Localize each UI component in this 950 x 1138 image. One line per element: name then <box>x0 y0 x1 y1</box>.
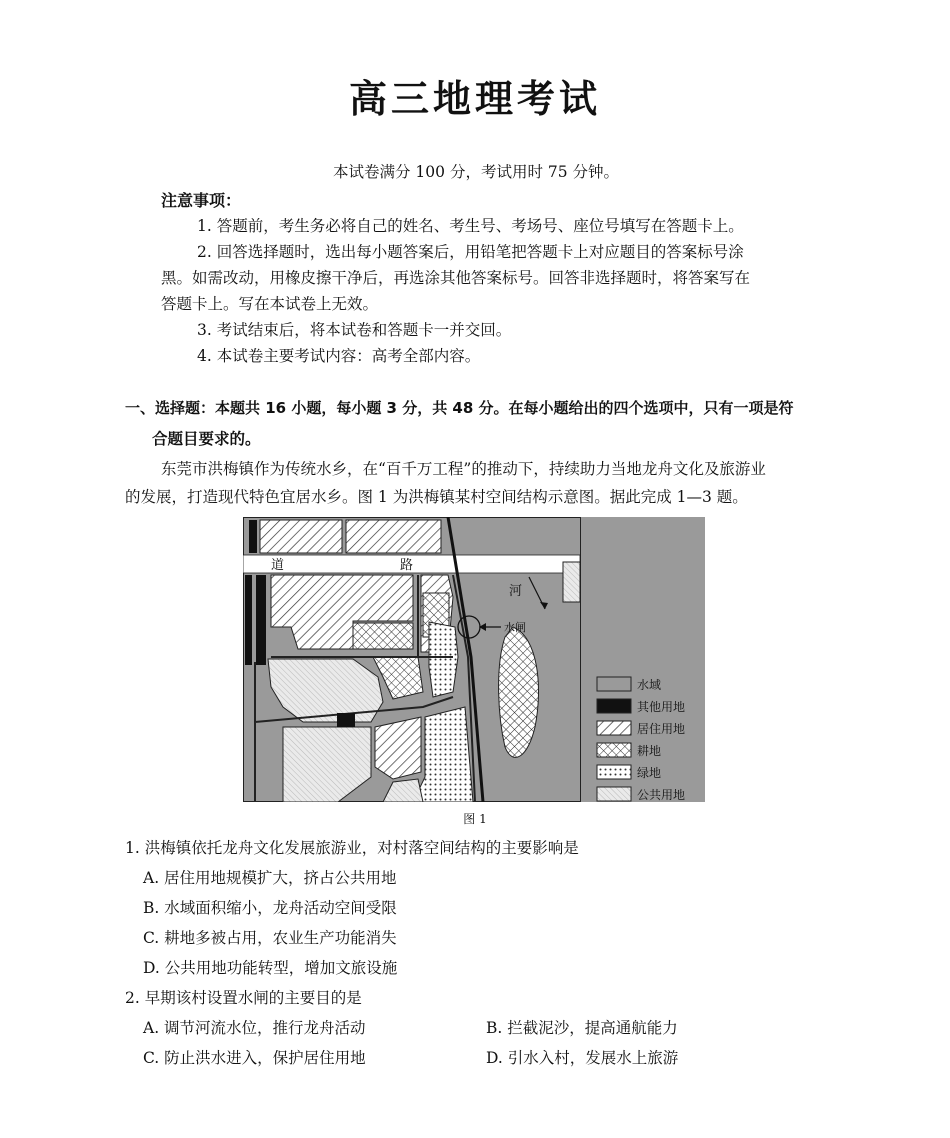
river-label: 河 <box>509 584 523 599</box>
passage-text: 的发展，打造现代特色宜居水乡。图 1 为洪梅镇某村空间结构示意图。据此完成 1—3 题。 <box>125 488 748 506</box>
question-option: C. 耕地多被占用，农业生产功能消失 <box>143 929 397 947</box>
legend-label: 耕地 <box>637 744 662 758</box>
other-land-block <box>249 520 257 553</box>
notice-heading: 注意事项： <box>161 191 242 210</box>
exam-intro: 本试卷满分 100 分，考试用时 75 分钟。 <box>333 163 620 181</box>
question-option: A. 调节河流水位，推行龙舟活动 <box>143 1019 366 1037</box>
notice-item: 黑。如需改动，用橡皮擦干净后，再选涂其他答案标号。回答非选择题时，将答案写在 <box>161 269 751 287</box>
sluice-label: 水闸 <box>504 621 526 634</box>
legend-label: 居住用地 <box>637 722 686 736</box>
question-option: B. 拦截泥沙，提高通航能力 <box>486 1019 678 1037</box>
question-option: A. 居住用地规模扩大，挤占公共用地 <box>143 869 397 887</box>
section-heading: 一、选择题：本题共 16 小题，每小题 3 分，共 48 分。在每小题给出的四个选项中，只有一项是符 <box>125 399 794 417</box>
road-label: 道 <box>271 558 285 573</box>
figure-caption: 图 1 <box>463 812 487 826</box>
notice-item: 1. 答题前，考生务必将自己的姓名、考生号、考场号、座位号填写在答题卡上。 <box>197 217 744 235</box>
page-title: 高三地理考试 <box>348 77 601 121</box>
question-option: D. 公共用地功能转型，增加文旅设施 <box>143 959 398 977</box>
passage-text: 东莞市洪梅镇作为传统水乡，在“百千万工程”的推动下，持续助力当地龙舟文化及旅游业 <box>161 460 766 478</box>
notice-item: 3. 考试结束后，将本试卷和答题卡一并交回。 <box>197 321 512 339</box>
road-label: 路 <box>400 558 414 573</box>
question-stem: 2. 早期该村设置水闸的主要目的是 <box>125 989 362 1007</box>
village-spatial-map <box>243 517 705 802</box>
legend-label: 绿地 <box>637 766 662 780</box>
other-land-block <box>337 713 355 727</box>
question-option: B. 水域面积缩小，龙舟活动空间受限 <box>143 899 397 917</box>
legend-label: 水域 <box>637 678 662 692</box>
notice-item: 4. 本试卷主要考试内容：高考全部内容。 <box>197 347 481 365</box>
legend-label: 公共用地 <box>637 788 686 802</box>
section-heading-cont: 合题目要求的。 <box>152 430 261 448</box>
notice-item: 2. 回答选择题时，选出每小题答案后，用铅笔把答题卡上对应题目的答案标号涂 <box>197 243 744 261</box>
notice-item: 答题卡上。写在本试卷上无效。 <box>161 295 379 313</box>
question-stem: 1. 洪梅镇依托龙舟文化发展旅游业，对村落空间结构的主要影响是 <box>125 839 579 857</box>
question-option: D. 引水入村，发展水上旅游 <box>486 1049 679 1067</box>
legend-label: 其他用地 <box>637 700 686 714</box>
question-option: C. 防止洪水进入，保护居住用地 <box>143 1049 366 1067</box>
